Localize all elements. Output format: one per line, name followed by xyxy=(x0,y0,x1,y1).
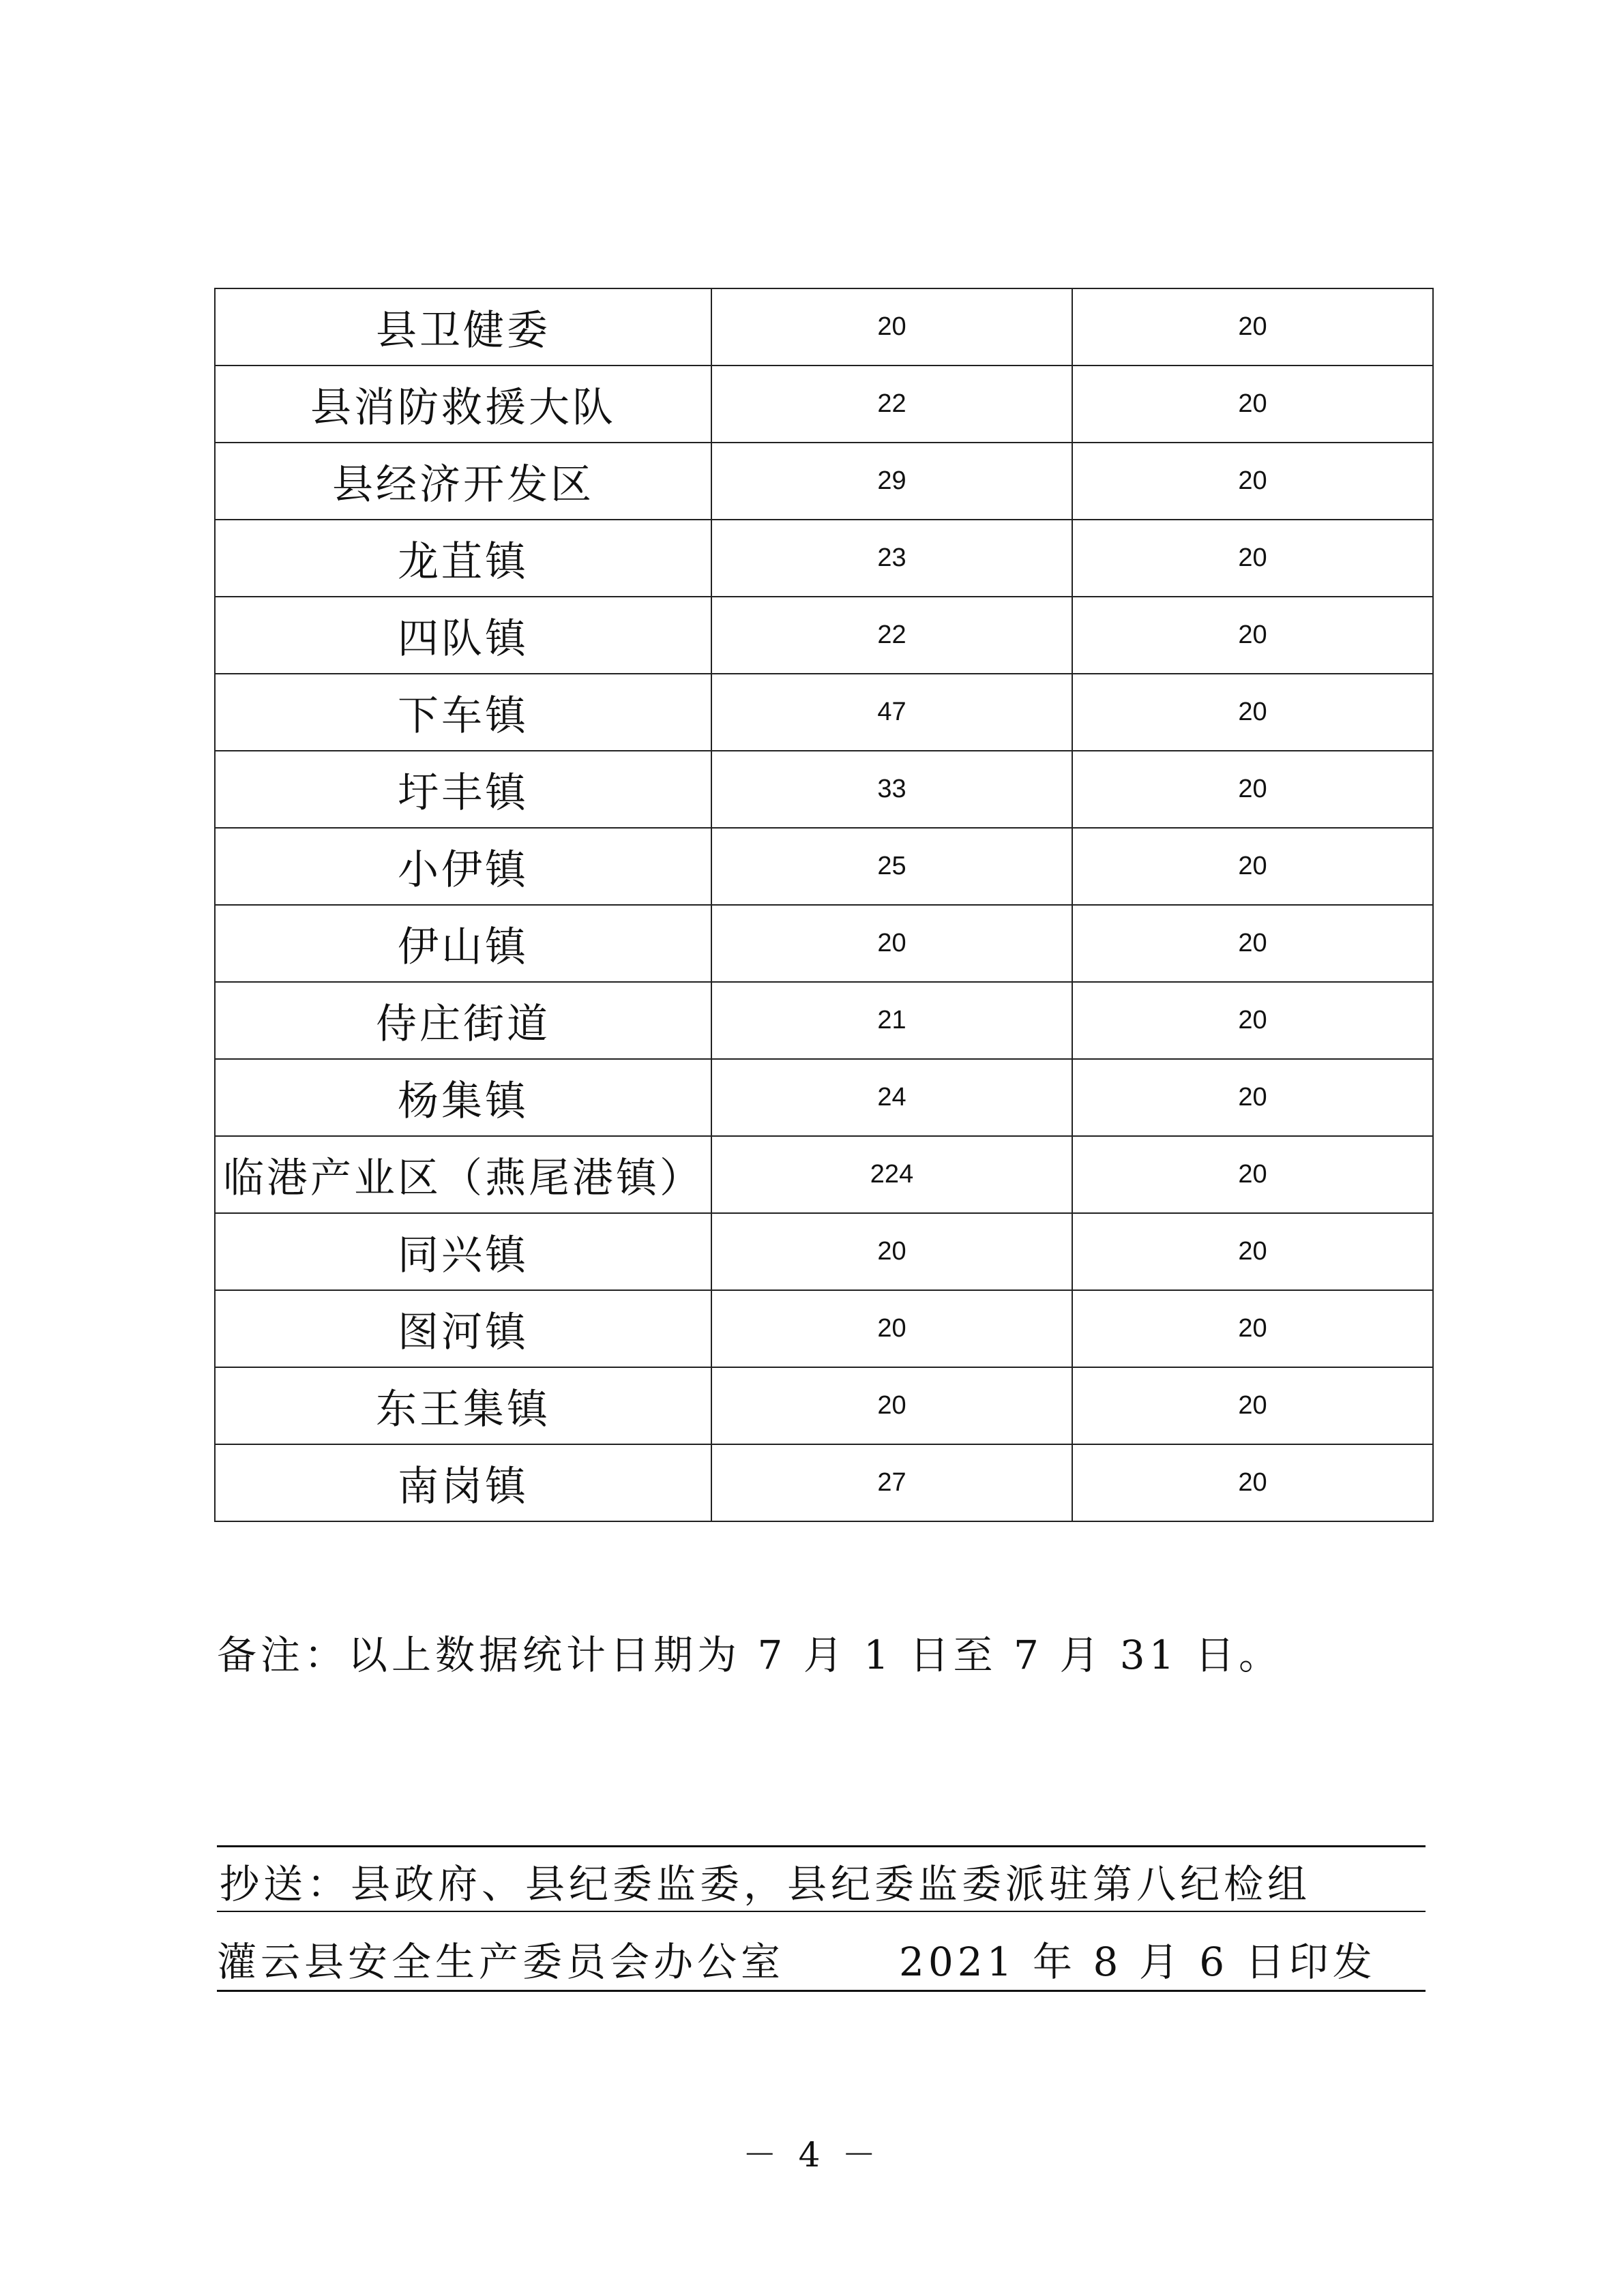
table-row xyxy=(215,1213,1433,1290)
row-name-cell: 图河镇 xyxy=(215,1290,711,1367)
table-row xyxy=(215,1444,1433,1521)
table-row xyxy=(215,597,1433,674)
row-name-cell: 临港产业区（燕尾港镇） xyxy=(215,1136,711,1213)
cc-recipients: 抄送：县政府、县纪委监委，县纪委监委派驻第八纪检组 xyxy=(220,1861,1312,1907)
table-row xyxy=(215,443,1433,520)
row-value-1-cell: 29 xyxy=(711,443,1072,520)
issuing-office: 灌云县安全生产委员会办公室 xyxy=(217,1939,785,1985)
row-name-cell: 县卫健委 xyxy=(215,288,711,366)
table-row xyxy=(215,982,1433,1059)
row-value-2-cell: 20 xyxy=(1072,982,1433,1059)
row-value-1-cell: 20 xyxy=(711,288,1072,366)
table-row xyxy=(215,366,1433,443)
row-name-cell: 伊山镇 xyxy=(215,905,711,982)
issue-date: 2021 年 8 月 6 日印发 xyxy=(899,1939,1376,1985)
footer-rule-middle xyxy=(217,1911,1426,1912)
row-name-cell: 县消防救援大队 xyxy=(215,366,711,443)
row-value-2-cell: 20 xyxy=(1072,288,1433,366)
row-value-1-cell: 33 xyxy=(711,751,1072,828)
row-value-1-cell: 27 xyxy=(711,1444,1072,1521)
row-value-1-cell: 22 xyxy=(711,366,1072,443)
row-name-cell: 下车镇 xyxy=(215,674,711,751)
row-name-cell: 侍庄街道 xyxy=(215,982,711,1059)
row-value-1-cell: 24 xyxy=(711,1059,1072,1136)
row-value-1-cell: 224 xyxy=(711,1136,1072,1213)
table-row xyxy=(215,1290,1433,1367)
row-value-1-cell: 25 xyxy=(711,828,1072,905)
row-value-1-cell: 22 xyxy=(711,597,1072,674)
table-row xyxy=(215,751,1433,828)
row-value-1-cell: 20 xyxy=(711,1213,1072,1290)
row-value-2-cell: 20 xyxy=(1072,828,1433,905)
row-value-2-cell: 20 xyxy=(1072,1136,1433,1213)
table-row xyxy=(215,288,1433,366)
row-value-2-cell: 20 xyxy=(1072,520,1433,597)
table-row xyxy=(215,1059,1433,1136)
row-value-1-cell: 20 xyxy=(711,1367,1072,1444)
row-value-2-cell: 20 xyxy=(1072,1059,1433,1136)
row-value-2-cell: 20 xyxy=(1072,1290,1433,1367)
row-name-cell: 杨集镇 xyxy=(215,1059,711,1136)
table-body xyxy=(215,288,1433,1521)
row-value-2-cell: 20 xyxy=(1072,674,1433,751)
remark-note: 备注：以上数据统计日期为 7 月 1 日至 7 月 31 日。 xyxy=(217,1632,1283,1678)
row-value-2-cell: 20 xyxy=(1072,366,1433,443)
issuer-line xyxy=(217,1930,1426,1984)
table-row xyxy=(215,905,1433,982)
page-number: － 4 － xyxy=(742,2135,882,2175)
row-value-2-cell: 20 xyxy=(1072,905,1433,982)
row-value-2-cell: 20 xyxy=(1072,1367,1433,1444)
row-value-1-cell: 20 xyxy=(711,905,1072,982)
row-name-cell: 同兴镇 xyxy=(215,1213,711,1290)
row-value-2-cell: 20 xyxy=(1072,443,1433,520)
table-row xyxy=(215,828,1433,905)
row-name-cell: 县经济开发区 xyxy=(215,443,711,520)
table-row xyxy=(215,1367,1433,1444)
footer-rule-top xyxy=(217,1845,1426,1847)
row-name-cell: 小伊镇 xyxy=(215,828,711,905)
row-value-1-cell: 23 xyxy=(711,520,1072,597)
row-name-cell: 龙苴镇 xyxy=(215,520,711,597)
row-value-1-cell: 20 xyxy=(711,1290,1072,1367)
row-name-cell: 圩丰镇 xyxy=(215,751,711,828)
row-value-2-cell: 20 xyxy=(1072,1213,1433,1290)
row-value-1-cell: 47 xyxy=(711,674,1072,751)
row-name-cell: 四队镇 xyxy=(215,597,711,674)
footer-rule-bottom xyxy=(217,1990,1426,1992)
row-value-2-cell: 20 xyxy=(1072,597,1433,674)
statistics-table xyxy=(214,288,1434,1522)
row-name-cell: 东王集镇 xyxy=(215,1367,711,1444)
row-value-2-cell: 20 xyxy=(1072,751,1433,828)
row-value-1-cell: 21 xyxy=(711,982,1072,1059)
table-row xyxy=(215,1136,1433,1213)
table-row xyxy=(215,674,1433,751)
row-value-2-cell: 20 xyxy=(1072,1444,1433,1521)
table-row xyxy=(215,520,1433,597)
row-name-cell: 南岗镇 xyxy=(215,1444,711,1521)
